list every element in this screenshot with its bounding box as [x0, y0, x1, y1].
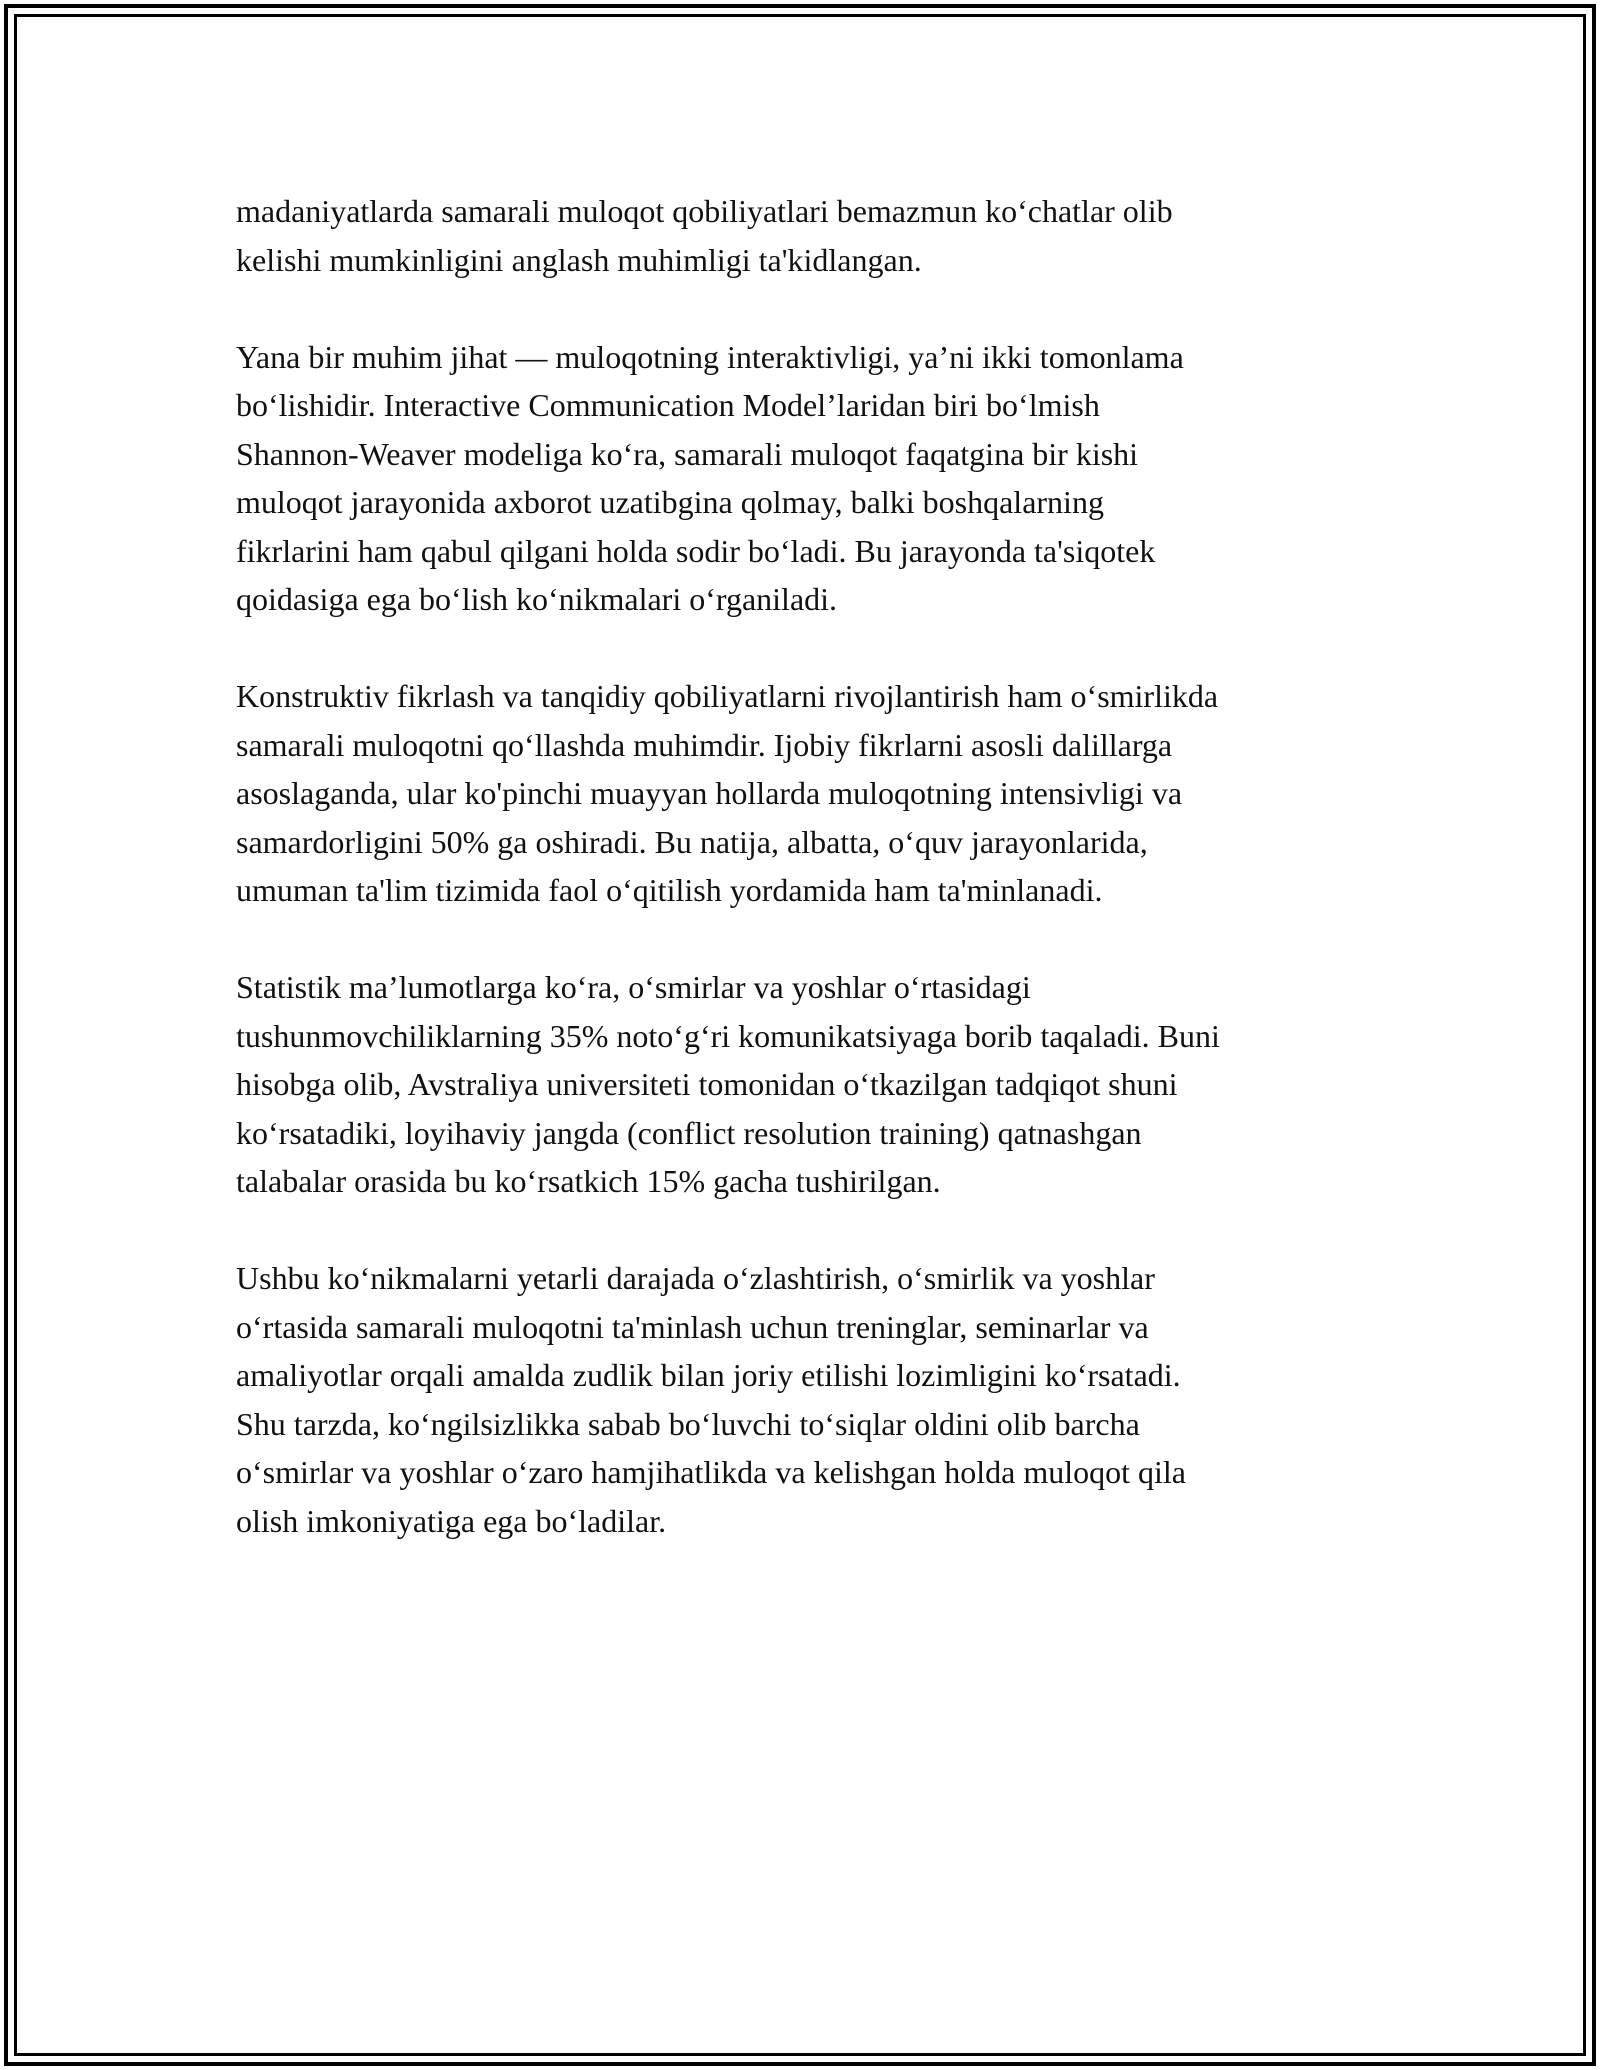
text-line: Shu tarzda, koʻngilsizlikka sabab boʻluvchi toʻsiqlar oldini olib barcha	[236, 1405, 1140, 1442]
text-line: muloqot jarayonida axborot uzatibgina qolmay, balki boshqalarning	[236, 484, 1104, 520]
paragraph	[236, 333, 1376, 624]
paragraph	[236, 1254, 1376, 1545]
text-line: samardorligini 50% ga oshiradi. Bu natija, albatta, oʻquv jarayonlarida,	[236, 823, 1148, 860]
text-line: Ushbu koʻnikmalarni yetarli darajada oʻzlashtirish, oʻsmirlik va yoshlar	[236, 1260, 1155, 1296]
text-line: oʻrtasida samarali muloqotni ta'minlash uchun treninglar, seminarlar va	[236, 1308, 1149, 1345]
text-line: asoslaganda, ular ko'pinchi muayyan hollarda muloqotning intensivligi va	[236, 775, 1183, 811]
text-line: oʻsmirlar va yoshlar oʻzaro hamjihatlikda va kelishgan holda muloqot qila	[236, 1454, 1186, 1490]
text-line: qoidasiga ega boʻlish koʻnikmalari oʻrganiladi.	[236, 581, 838, 617]
text-line: Statistik ma’lumotlarga koʻra, oʻsmirlar va yoshlar oʻrtasidagi	[236, 969, 1031, 1005]
text-line: olish imkoniyatiga ega boʻladilar.	[236, 1502, 667, 1539]
text-line: Konstruktiv fikrlash va tanqidiy qobiliyatlarni rivojlantirish ham oʻsmirlikda	[236, 678, 1219, 714]
text-line: hisobga olib, Avstraliya universiteti tomonidan oʻtkazilgan tadqiqot shuni	[236, 1066, 1178, 1102]
text-line: talabalar orasida bu koʻrsatkich 15% gacha tushirilgan.	[236, 1163, 941, 1199]
text-line: samarali muloqotni qoʻllashda muhimdir. Ijobiy fikrlarni asosli dalillarga	[236, 726, 1173, 763]
text-line: umuman ta'lim tizimida faol oʻqitilish yordamida ham ta'minlanadi.	[236, 872, 1103, 908]
text-line: amaliyotlar orqali amalda zudlik bilan joriy etilishi lozimligini koʻrsatadi.	[236, 1357, 1181, 1393]
text-line: madaniyatlarda samarali muloqot qobiliyatlari bemazmun koʻchatlar olib	[236, 193, 1173, 229]
text-line: Shannon-Weaver modeliga koʻra, samarali muloqot faqatgina bir kishi	[236, 435, 1139, 472]
text-line: fikrlarini ham qabul qilgani holda sodir boʻladi. Bu jarayonda ta'siqotek	[236, 532, 1156, 569]
text-line: Yana bir muhim jihat — muloqotning interaktivligi, ya’ni ikki tomonlama	[236, 338, 1184, 375]
text-line: tushunmovchiliklarning 35% notoʻgʻri komunikatsiyaga borib taqaladi. Buni	[236, 1017, 1220, 1054]
text-line: boʻlishidir. Interactive Communication Model’laridan biri boʻlmish	[236, 387, 1100, 423]
paragraph	[236, 187, 1376, 284]
document-body	[236, 187, 1376, 1594]
paragraph	[236, 963, 1376, 1206]
paragraph	[236, 672, 1376, 915]
text-line: koʻrsatadiki, loyihaviy jangda (conflict resolution training) qatnashgan	[236, 1114, 1142, 1151]
text-line: kelishi mumkinligini anglash muhimligi ta'kidlangan.	[236, 241, 922, 278]
